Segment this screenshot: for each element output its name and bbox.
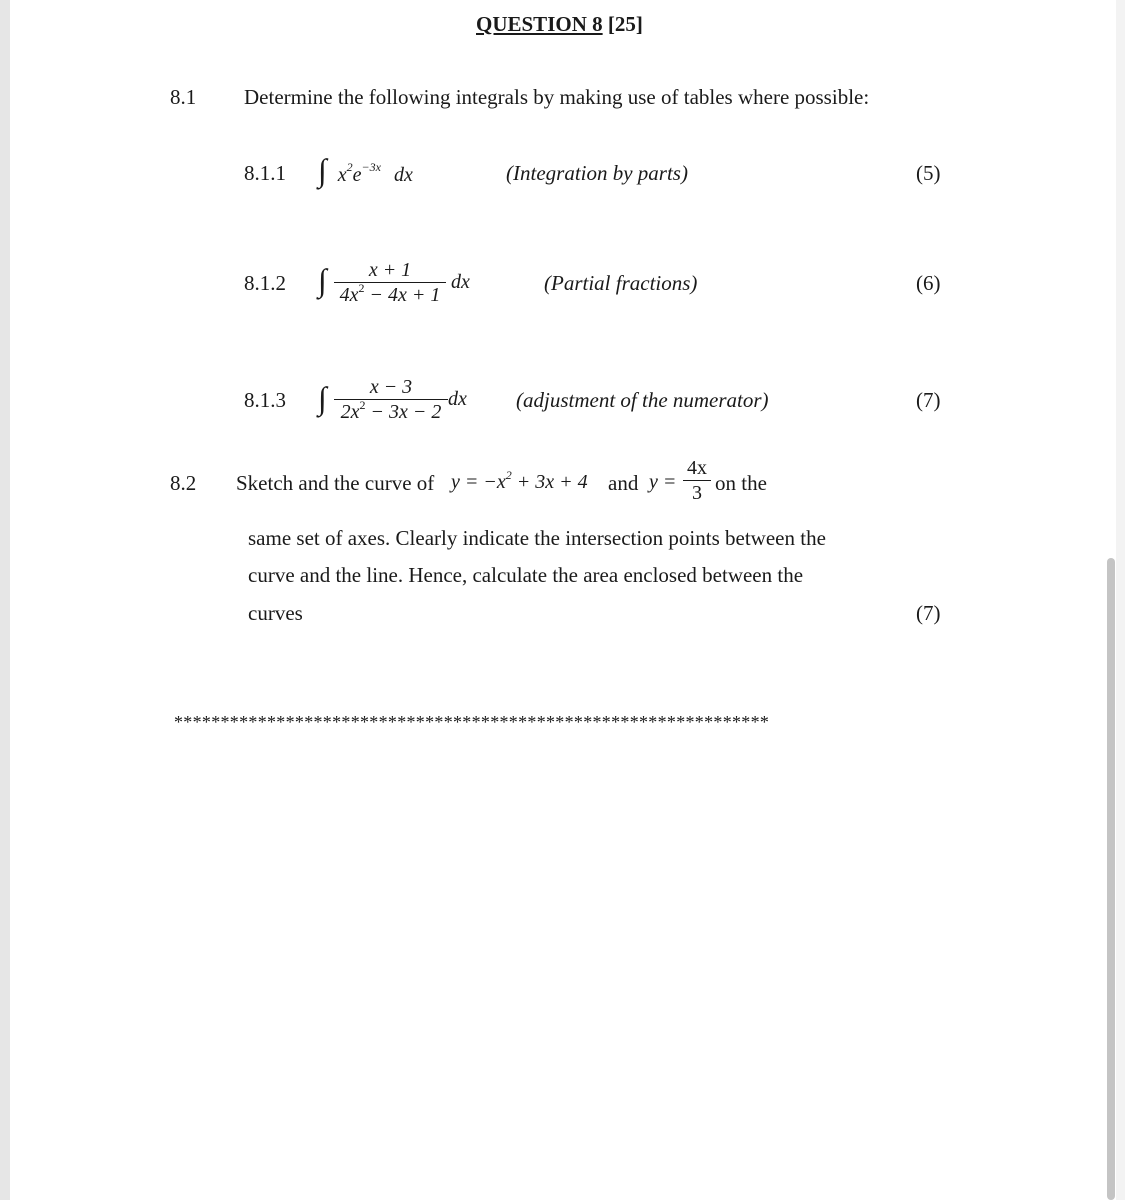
differential-8-1-3: dx xyxy=(448,388,467,410)
numerator: x + 1 xyxy=(368,259,412,281)
integrand-base: e xyxy=(352,164,362,186)
marks-8-2: (7) xyxy=(916,601,941,625)
denominator-term: 2x xyxy=(340,401,360,423)
integral-sign: ∫ xyxy=(318,262,327,298)
equation-term: y = −x xyxy=(451,471,506,493)
question-number-8-1: 8.1 xyxy=(170,85,197,109)
equation-line-lhs: y = xyxy=(649,471,677,493)
text-line-3: curves xyxy=(248,601,303,625)
hint-8-1-1: (Integration by parts) xyxy=(506,161,688,185)
marks-8-1-2: (6) xyxy=(916,271,941,295)
integrand-exponent: −3x xyxy=(361,160,381,174)
fraction-line-slope xyxy=(683,456,711,505)
denominator-exponent: 2 xyxy=(359,398,366,412)
denominator-term: − 4x + 1 xyxy=(364,284,441,306)
item-number-8-1-2: 8.1.2 xyxy=(244,271,286,295)
fraction-8-1-2 xyxy=(334,258,446,309)
fraction-8-1-3 xyxy=(334,375,448,426)
text-line-1: same set of axes. Clearly indicate the intersection points between the xyxy=(248,526,826,550)
denominator-exponent: 2 xyxy=(358,281,365,295)
question-title-label: QUESTION 8 xyxy=(476,12,603,36)
scrollbar-thumb[interactable] xyxy=(1107,558,1115,1200)
denominator-term: 4x xyxy=(339,284,359,306)
hint-8-1-3: (adjustment of the numerator) xyxy=(516,388,769,412)
integrand-exponent: 2 xyxy=(346,160,353,174)
question-number-8-2: 8.2 xyxy=(170,471,197,495)
equation-curve xyxy=(451,468,588,494)
integral-sign-8-1-2 xyxy=(318,264,327,297)
end-separator-stars: **************************************************************** xyxy=(174,712,770,732)
marks-8-1-3: (7) xyxy=(916,388,941,412)
integral-sign-8-1-3 xyxy=(318,382,327,415)
scrollbar-track[interactable] xyxy=(1116,0,1125,1200)
text-line-2: curve and the line. Hence, calculate the area enclosed between the xyxy=(248,563,804,587)
item-number-8-1-3: 8.1.3 xyxy=(244,388,286,412)
differential: dx xyxy=(393,164,413,186)
integral-sign: ∫ xyxy=(318,152,327,188)
equation-exponent: 2 xyxy=(505,468,512,482)
question-title-marks: [25] xyxy=(607,12,643,36)
question-prompt-8-1: Determine the following integrals by making use of tables where possible: xyxy=(244,85,870,109)
numerator: x − 3 xyxy=(369,376,413,398)
question-lead-8-2: Sketch and the curve of xyxy=(236,471,435,495)
denominator-term: − 3x − 2 xyxy=(365,401,442,423)
denominator: 3 xyxy=(692,482,702,504)
differential-8-1-2: dx xyxy=(451,271,470,293)
numerator: 4x xyxy=(687,457,707,479)
integral-8-1-1 xyxy=(318,154,413,187)
and-word: and xyxy=(608,471,639,495)
integrand-base: x xyxy=(337,164,347,186)
integral-sign: ∫ xyxy=(318,380,327,416)
question-tail-8-2: on the xyxy=(715,471,767,495)
equation-term: + 3x + 4 xyxy=(511,471,588,493)
item-number-8-1-1: 8.1.1 xyxy=(244,161,286,185)
marks-8-1-1: (5) xyxy=(916,161,941,185)
hint-8-1-2: (Partial fractions) xyxy=(544,271,698,295)
question-title xyxy=(476,12,643,37)
